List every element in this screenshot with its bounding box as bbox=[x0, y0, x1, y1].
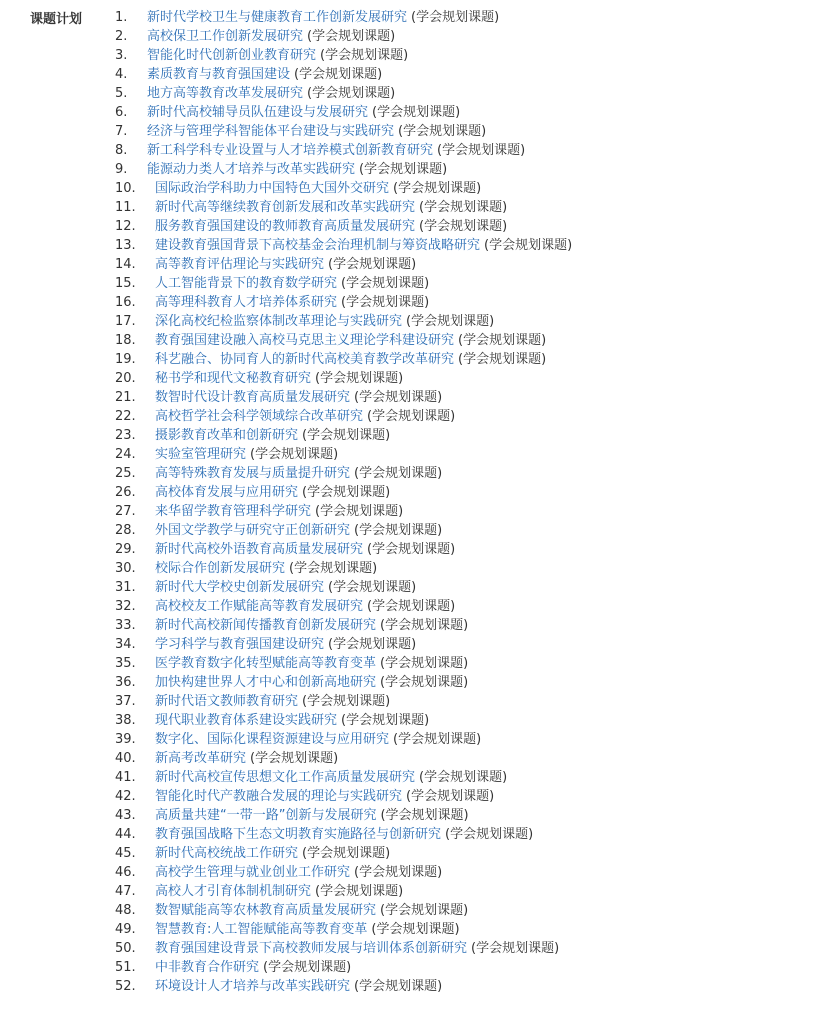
project-tag: (学会规划课题) bbox=[406, 789, 495, 804]
project-number: 32. bbox=[115, 599, 136, 614]
project-title-link[interactable]: 环境设计人才培养与改革实践研究 bbox=[155, 979, 351, 994]
project-tag: (学会规划课题) bbox=[341, 713, 430, 728]
project-entry bbox=[155, 559, 377, 578]
project-number: 47. bbox=[115, 884, 136, 899]
project-number: 48. bbox=[115, 903, 136, 918]
project-entry bbox=[155, 502, 403, 521]
project-entry bbox=[155, 179, 481, 198]
project-entry bbox=[155, 407, 455, 426]
project-number: 34. bbox=[115, 637, 136, 652]
project-number: 50. bbox=[115, 941, 136, 956]
project-title-link[interactable]: 地方高等教育改革发展研究 bbox=[147, 86, 304, 101]
project-title-link[interactable]: 高校人才引育体制机制研究 bbox=[155, 884, 312, 899]
project-entry bbox=[147, 27, 395, 46]
project-title-link[interactable]: 高校哲学社会科学领域综合改革研究 bbox=[155, 409, 364, 424]
project-number: 45. bbox=[115, 846, 136, 861]
project-title-link[interactable]: 教育强国建设融入高校马克思主义理论学科建设研究 bbox=[155, 333, 455, 348]
project-entry bbox=[155, 939, 559, 958]
project-tag: (学会规划课题) bbox=[419, 770, 508, 785]
project-title-link[interactable]: 数智时代设计教育高质量发展研究 bbox=[155, 390, 351, 405]
project-tag: (学会规划课题) bbox=[328, 257, 417, 272]
project-entry bbox=[155, 806, 469, 825]
project-title-link[interactable]: 高等特殊教育发展与质量提升研究 bbox=[155, 466, 351, 481]
project-number: 17. bbox=[115, 314, 136, 329]
project-tag: (学会规划课题) bbox=[359, 162, 448, 177]
project-tag: (学会规划课题) bbox=[393, 181, 482, 196]
project-title-link[interactable]: 外国文学教学与研究守正创新研究 bbox=[155, 523, 351, 538]
project-title-link[interactable]: 实验室管理研究 bbox=[155, 447, 247, 462]
project-number: 52. bbox=[115, 979, 136, 994]
project-entry bbox=[155, 730, 481, 749]
project-number: 3. bbox=[115, 48, 128, 63]
project-tag: (学会规划课题) bbox=[294, 67, 383, 82]
project-tag: (学会规划课题) bbox=[250, 447, 339, 462]
project-number: 9. bbox=[115, 162, 128, 177]
project-title-link[interactable]: 摄影教育改革和创新研究 bbox=[155, 428, 299, 443]
project-tag: (学会规划课题) bbox=[419, 200, 508, 215]
project-title-link[interactable]: 秘书学和现代文秘教育研究 bbox=[155, 371, 312, 386]
project-entry bbox=[155, 483, 390, 502]
project-title-link[interactable]: 高校学生管理与就业创业工作研究 bbox=[155, 865, 351, 880]
project-title-link[interactable]: 新工科学科专业设置与人才培养模式创新教育研究 bbox=[147, 143, 434, 158]
project-number: 1. bbox=[115, 10, 128, 25]
project-tag: (学会规划课题) bbox=[354, 523, 443, 538]
project-title-link[interactable]: 教育强国战略下生态文明教育实施路径与创新研究 bbox=[155, 827, 442, 842]
project-title-link[interactable]: 医学教育数字化转型赋能高等教育变革 bbox=[155, 656, 377, 671]
project-number: 25. bbox=[115, 466, 136, 481]
project-entry bbox=[155, 654, 468, 673]
project-title-link[interactable]: 高质量共建“一带一路”创新与发展研究 bbox=[155, 808, 377, 823]
project-tag: (学会规划课题) bbox=[380, 903, 469, 918]
project-number: 15. bbox=[115, 276, 136, 291]
project-title-link[interactable]: 新时代高校宣传思想文化工作高质量发展研究 bbox=[155, 770, 416, 785]
project-number: 36. bbox=[115, 675, 136, 690]
project-number: 20. bbox=[115, 371, 136, 386]
project-number: 23. bbox=[115, 428, 136, 443]
project-entry bbox=[155, 331, 546, 350]
project-number: 43. bbox=[115, 808, 136, 823]
project-entry bbox=[155, 578, 416, 597]
project-entry bbox=[147, 46, 408, 65]
project-number: 7. bbox=[115, 124, 128, 139]
project-entry bbox=[147, 141, 525, 160]
project-tag: (学会规划课题) bbox=[484, 238, 573, 253]
project-entry bbox=[155, 236, 572, 255]
project-entry bbox=[155, 255, 416, 274]
project-tag: (学会规划课题) bbox=[315, 371, 404, 386]
project-number: 19. bbox=[115, 352, 136, 367]
project-title-link[interactable]: 高校校友工作赋能高等教育发展研究 bbox=[155, 599, 364, 614]
project-entry bbox=[155, 749, 338, 768]
project-entry bbox=[155, 844, 390, 863]
project-number: 18. bbox=[115, 333, 136, 348]
project-tag: (学会规划课题) bbox=[371, 922, 460, 937]
project-tag: (学会规划课题) bbox=[406, 314, 495, 329]
project-number: 29. bbox=[115, 542, 136, 557]
project-number: 51. bbox=[115, 960, 136, 975]
project-tag: (学会规划课题) bbox=[354, 865, 443, 880]
project-title-link[interactable]: 校际合作创新发展研究 bbox=[155, 561, 286, 576]
project-number: 35. bbox=[115, 656, 136, 671]
project-title-link[interactable]: 新时代大学校史创新发展研究 bbox=[155, 580, 325, 595]
project-entry bbox=[155, 540, 455, 559]
project-entry bbox=[155, 901, 468, 920]
project-entry bbox=[155, 388, 442, 407]
project-entry bbox=[155, 312, 494, 331]
project-number: 40. bbox=[115, 751, 136, 766]
project-tag: (学会规划课题) bbox=[302, 485, 391, 500]
project-title-link[interactable]: 建设教育强国背景下高校基金会治理机制与筹资战略研究 bbox=[155, 238, 481, 253]
project-entry bbox=[155, 274, 429, 293]
project-number: 12. bbox=[115, 219, 136, 234]
project-entry bbox=[147, 122, 486, 141]
project-tag: (学会规划课题) bbox=[367, 542, 456, 557]
project-tag: (学会规划课题) bbox=[328, 637, 417, 652]
project-tag: (学会规划课题) bbox=[302, 694, 391, 709]
project-title-link[interactable]: 新时代高校辅导员队伍建设与发展研究 bbox=[147, 105, 369, 120]
project-entry bbox=[155, 198, 507, 217]
project-entry bbox=[155, 464, 442, 483]
project-title-link[interactable]: 中非教育合作研究 bbox=[155, 960, 260, 975]
project-title-link[interactable]: 高校体育发展与应用研究 bbox=[155, 485, 299, 500]
project-number: 8. bbox=[115, 143, 128, 158]
project-title-link[interactable]: 人工智能背景下的教育数学研究 bbox=[155, 276, 338, 291]
project-tag: (学会规划课题) bbox=[320, 48, 409, 63]
project-title-link[interactable]: 高校保卫工作创新发展研究 bbox=[147, 29, 304, 44]
project-entry bbox=[155, 635, 416, 654]
project-title-link[interactable]: 新时代高等继续教育创新发展和改革实践研究 bbox=[155, 200, 416, 215]
project-number: 4. bbox=[115, 67, 128, 82]
project-tag: (学会规划课题) bbox=[419, 219, 508, 234]
project-number: 16. bbox=[115, 295, 136, 310]
project-tag: (学会规划课题) bbox=[315, 504, 404, 519]
project-tag: (学会规划课题) bbox=[354, 979, 443, 994]
project-number: 39. bbox=[115, 732, 136, 747]
project-title-link[interactable]: 教育强国建设背景下高校教师发展与培训体系创新研究 bbox=[155, 941, 468, 956]
project-number: 49. bbox=[115, 922, 136, 937]
project-title-link[interactable]: 服务教育强国建设的教师教育高质量发展研究 bbox=[155, 219, 416, 234]
project-entry bbox=[155, 293, 429, 312]
project-title-link[interactable]: 数智赋能高等农林教育高质量发展研究 bbox=[155, 903, 377, 918]
project-tag: (学会规划课题) bbox=[398, 124, 487, 139]
project-number: 11. bbox=[115, 200, 136, 215]
project-tag: (学会规划课题) bbox=[393, 732, 482, 747]
project-number: 46. bbox=[115, 865, 136, 880]
project-entry bbox=[155, 920, 460, 939]
project-number: 41. bbox=[115, 770, 136, 785]
project-entry bbox=[155, 521, 442, 540]
project-entry bbox=[155, 787, 494, 806]
project-title-link[interactable]: 科艺融合、协同育人的新时代高校美育教学改革研究 bbox=[155, 352, 455, 367]
project-title-link[interactable]: 高等教育评估理论与实践研究 bbox=[155, 257, 325, 272]
project-title-link[interactable]: 数字化、国际化课程资源建设与应用研究 bbox=[155, 732, 390, 747]
project-number: 33. bbox=[115, 618, 136, 633]
project-title-link[interactable]: 深化高校纪检监察体制改革理论与实践研究 bbox=[155, 314, 403, 329]
project-number: 44. bbox=[115, 827, 136, 842]
project-tag: (学会规划课题) bbox=[445, 827, 534, 842]
project-tag: (学会规划课题) bbox=[437, 143, 526, 158]
project-title-link[interactable]: 智能化时代产教融合发展的理论与实践研究 bbox=[155, 789, 403, 804]
project-tag: (学会规划课题) bbox=[307, 86, 396, 101]
project-entry bbox=[155, 616, 468, 635]
project-tag: (学会规划课题) bbox=[380, 656, 469, 671]
project-tag: (学会规划课题) bbox=[341, 276, 430, 291]
project-title-link[interactable]: 智慧教育:人工智能赋能高等教育变革 bbox=[155, 922, 368, 937]
project-entry bbox=[155, 958, 351, 977]
project-tag: (学会规划课题) bbox=[458, 352, 547, 367]
project-title-link[interactable]: 素质教育与教育强国建设 bbox=[147, 67, 291, 82]
project-entry bbox=[155, 977, 442, 996]
project-tag: (学会规划课题) bbox=[250, 751, 339, 766]
project-title-link[interactable]: 新时代语文教师教育研究 bbox=[155, 694, 299, 709]
project-entry bbox=[147, 8, 499, 27]
project-entry bbox=[147, 84, 395, 103]
project-tag: (学会规划课题) bbox=[315, 884, 404, 899]
project-title-link[interactable]: 能源动力类人才培养与改革实践研究 bbox=[147, 162, 356, 177]
project-tag: (学会规划课题) bbox=[341, 295, 430, 310]
project-entry bbox=[155, 692, 390, 711]
project-entry bbox=[147, 103, 460, 122]
project-number: 22. bbox=[115, 409, 136, 424]
project-number: 21. bbox=[115, 390, 136, 405]
project-tag: (学会规划课题) bbox=[307, 29, 396, 44]
project-tag: (学会规划课题) bbox=[411, 10, 500, 25]
project-entry bbox=[155, 350, 546, 369]
project-number: 30. bbox=[115, 561, 136, 576]
project-entry bbox=[155, 426, 390, 445]
project-title-link[interactable]: 新高考改革研究 bbox=[155, 751, 247, 766]
project-title-link[interactable]: 新时代高校新闻传播教育创新发展研究 bbox=[155, 618, 377, 633]
project-title-link[interactable]: 加快构建世界人才中心和创新高地研究 bbox=[155, 675, 377, 690]
project-title-link[interactable]: 来华留学教育管理科学研究 bbox=[155, 504, 312, 519]
project-tag: (学会规划课题) bbox=[372, 105, 461, 120]
project-entry bbox=[155, 825, 533, 844]
project-tag: (学会规划课题) bbox=[263, 960, 352, 975]
project-number: 28. bbox=[115, 523, 136, 538]
project-tag: (学会规划课题) bbox=[380, 675, 469, 690]
project-title-link[interactable]: 新时代学校卫生与健康教育工作创新发展研究 bbox=[147, 10, 408, 25]
project-title-link[interactable]: 学习科学与教育强国建设研究 bbox=[155, 637, 325, 652]
project-tag: (学会规划课题) bbox=[380, 808, 469, 823]
project-number: 27. bbox=[115, 504, 136, 519]
project-title-link[interactable]: 新时代高校外语教育高质量发展研究 bbox=[155, 542, 364, 557]
project-title-link[interactable]: 智能化时代创新创业教育研究 bbox=[147, 48, 317, 63]
project-entry bbox=[155, 882, 403, 901]
project-tag: (学会规划课题) bbox=[367, 409, 456, 424]
project-entry bbox=[155, 863, 442, 882]
project-entry bbox=[155, 217, 507, 236]
section-label: 课题计划 bbox=[30, 12, 83, 27]
project-tag: (学会规划课题) bbox=[380, 618, 469, 633]
project-entry bbox=[147, 160, 447, 179]
project-number: 31. bbox=[115, 580, 136, 595]
project-number: 10. bbox=[115, 181, 136, 196]
project-tag: (学会规划课题) bbox=[328, 580, 417, 595]
project-number: 38. bbox=[115, 713, 136, 728]
project-tag: (学会规划课题) bbox=[354, 390, 443, 405]
project-number: 14. bbox=[115, 257, 136, 272]
project-entry bbox=[155, 768, 507, 787]
project-title-link[interactable]: 经济与管理学科智能体平台建设与实践研究 bbox=[147, 124, 395, 139]
project-number: 42. bbox=[115, 789, 136, 804]
project-number: 37. bbox=[115, 694, 136, 709]
project-entry bbox=[155, 711, 429, 730]
project-entry bbox=[155, 445, 338, 464]
project-tag: (学会规划课题) bbox=[354, 466, 443, 481]
project-title-link[interactable]: 国际政治学科助力中国特色大国外交研究 bbox=[155, 181, 390, 196]
project-number: 13. bbox=[115, 238, 136, 253]
project-number: 2. bbox=[115, 29, 128, 44]
project-number: 6. bbox=[115, 105, 128, 120]
project-title-link[interactable]: 新时代高校统战工作研究 bbox=[155, 846, 299, 861]
project-number: 24. bbox=[115, 447, 136, 462]
project-number: 26. bbox=[115, 485, 136, 500]
project-tag: (学会规划课题) bbox=[302, 428, 391, 443]
project-tag: (学会规划课题) bbox=[471, 941, 560, 956]
project-entry bbox=[155, 369, 403, 388]
project-entry bbox=[155, 673, 468, 692]
project-tag: (学会规划课题) bbox=[302, 846, 391, 861]
project-tag: (学会规划课题) bbox=[367, 599, 456, 614]
project-title-link[interactable]: 高等理科教育人才培养体系研究 bbox=[155, 295, 338, 310]
project-entry bbox=[147, 65, 382, 84]
project-tag: (学会规划课题) bbox=[458, 333, 547, 348]
project-tag: (学会规划课题) bbox=[289, 561, 378, 576]
project-title-link[interactable]: 现代职业教育体系建设实践研究 bbox=[155, 713, 338, 728]
project-number: 5. bbox=[115, 86, 128, 101]
project-entry bbox=[155, 597, 455, 616]
